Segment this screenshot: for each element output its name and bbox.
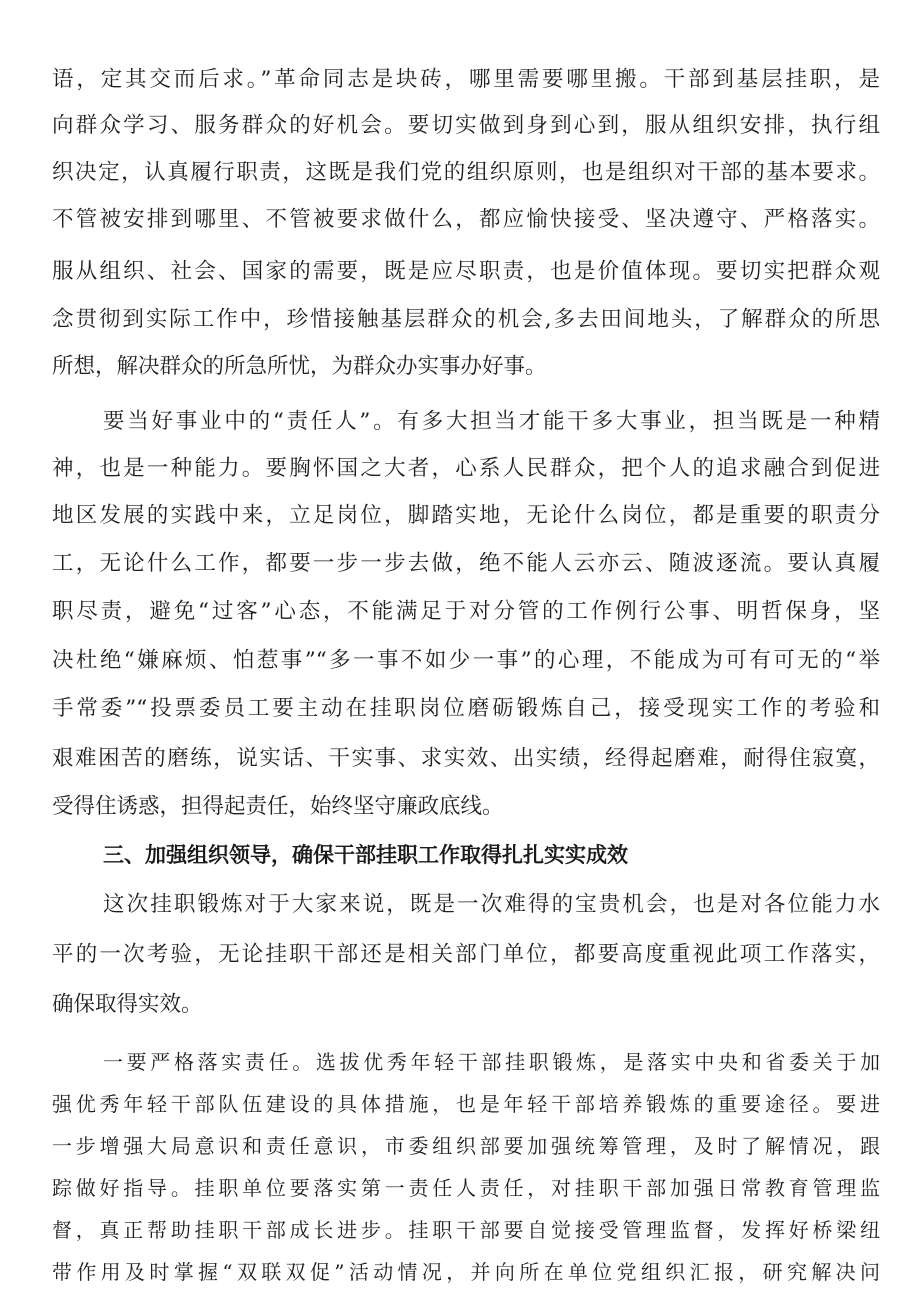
intro-line-2: 平的一次考验，无论挂职干部还是相关部门单位，都要高度重视此项工作落实， [52, 942, 880, 967]
point-one-line-1: 一要严格落实责任。选拔优秀年轻干部挂职锻炼，是落实中央和省委关于加 [103, 1050, 880, 1074]
paragraph-1-line-4: 不管被安排到哪里、不管被要求做什么，都应愉快接受、坚决遵守、严格落实。 [52, 207, 880, 232]
intro-line-1: 这次挂职锻炼对于大家来说，既是一次难得的宝贵机会，也是对各位能力水 [103, 892, 880, 917]
paragraph-2-line-3: 地区发展的实践中来，立足岗位，脚踏实地，无论什么岗位，都是重要的职责分 [52, 503, 880, 528]
paragraph-1-line-6: 念贯彻到实际工作中，珍惜接触基层群众的机会,多去田间地头，了解群众的所思 [52, 307, 880, 332]
paragraph-1-line-1: 语，定其交而后求。”革命同志是块砖，哪里需要哪里搬。干部到基层挂职，是 [52, 67, 880, 92]
paragraph-2-line-9: 受得住诱惑，担得起责任，始终坚守廉政底线。 [52, 794, 504, 819]
paragraph-2-line-6: 决杜绝“嫌麻烦、怕惹事”“多一事不如少一事”的心理，不能成为可有可无的“举 [52, 648, 880, 673]
intro-line-3: 确保取得实效。 [52, 992, 203, 1017]
section-heading: 三、加强组织领导，确保干部挂职工作取得扎扎实实成效 [103, 843, 628, 867]
paragraph-1-line-3: 织决定，认真履行职责，这既是我们党的组织原则，也是组织对干部的基本要求。 [52, 160, 880, 185]
paragraph-2-line-1: 要当好事业中的“责任人”。有多大担当才能干多大事业，担当既是一种精 [103, 409, 880, 434]
paragraph-2-line-2: 神，也是一种能力。要胸怀国之大者，心系人民群众，把个人的追求融合到促进 [52, 456, 880, 481]
point-one-line-5: 督，真正帮助挂职干部成长进步。挂职干部要自觉接受管理监督，发挥好桥梁纽 [52, 1218, 880, 1242]
point-one-line-6: 带作用及时掌握“双联双促”活动情况，并向所在单位党组织汇报，研究解决问 [52, 1260, 880, 1284]
paragraph-2-line-4: 工，无论什么工作，都要一步一步去做，绝不能人云亦云、随波逐流。要认真履 [52, 551, 880, 576]
paragraph-1-line-5: 服从组织、社会、国家的需要，既是应尽职责，也是价值体现。要切实把群众观 [52, 259, 880, 284]
paragraph-1-line-7: 所想，解决群众的所急所忧，为群众办实事办好事。 [52, 354, 547, 379]
point-one-line-2: 强优秀年轻干部队伍建设的具体措施，也是年轻干部培养锻炼的重要途径。要进 [52, 1092, 880, 1116]
paragraph-2-line-8: 艰难困苦的磨练，说实话、干实事、求实效、出实绩，经得起磨难，耐得住寂寞， [52, 746, 880, 771]
paragraph-1-line-2: 向群众学习、服务群众的好机会。要切实做到身到心到，服从组织安排，执行组 [52, 113, 880, 138]
paragraph-2-line-5: 职尽责，避免“过客”心态，不能满足于对分管的工作例行公事、明哲保身，坚 [52, 599, 880, 624]
paragraph-2-line-7: 手常委”“投票委员工要主动在挂职岗位磨砺锻炼自己，接受现实工作的考验和 [52, 696, 880, 721]
point-one-line-3: 一步增强大局意识和责任意识，市委组织部要加强统筹管理，及时了解情况，跟 [52, 1134, 880, 1158]
point-one-line-4: 踪做好指导。挂职单位要落实第一责任人责任，对挂职干部加强日常教育管理监 [52, 1176, 880, 1200]
